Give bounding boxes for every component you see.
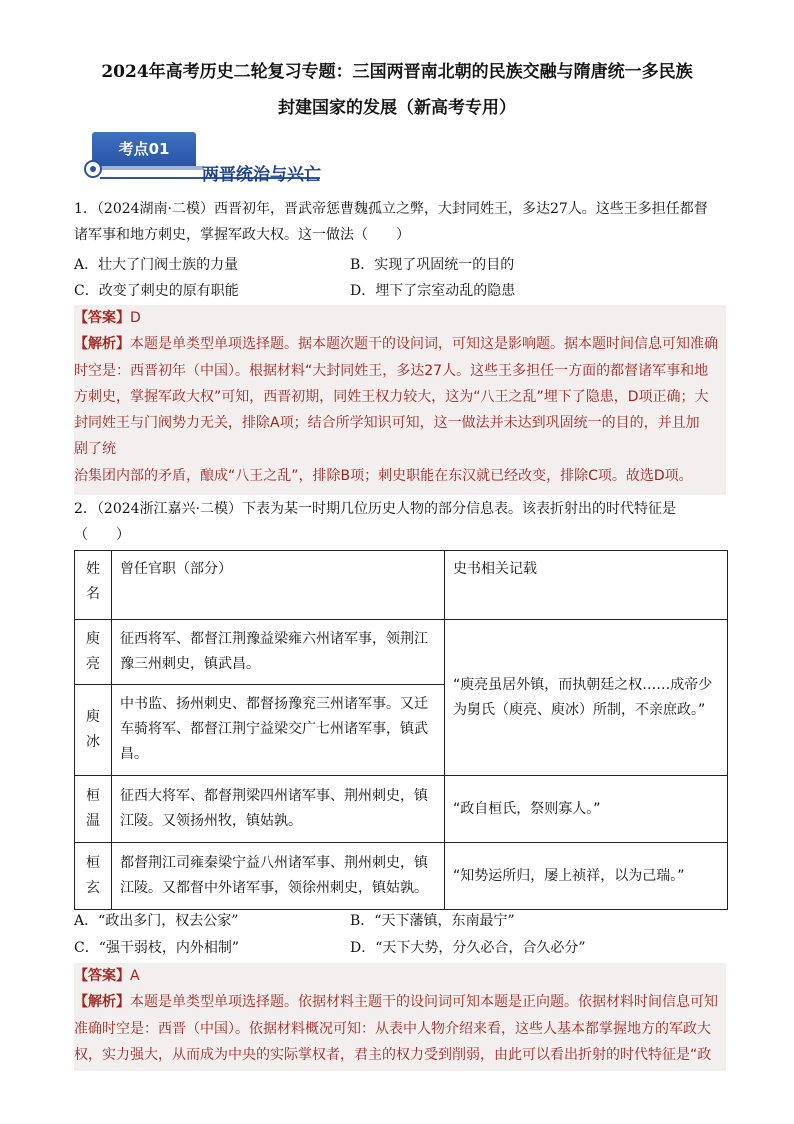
q2-analysis-tag: 【解析】 — [74, 994, 130, 1011]
row-name: 庾冰 — [75, 684, 112, 775]
q1-analysis-line-5: 剧了统 — [74, 441, 116, 458]
question-2-stem — [74, 496, 726, 548]
header-name: 姓名 — [75, 551, 112, 620]
question-1-stem — [74, 196, 726, 248]
q1-analysis-line-6: 治集团内部的矛盾，酿成“八王之乱”，排除B项；刺史职能在东汉就已经改变，排除C项。故选D项。 — [74, 467, 693, 484]
q2-answer — [74, 963, 726, 989]
q2-line-2: （ ） — [74, 527, 130, 543]
q2-answer-box — [74, 963, 726, 1071]
q2-analysis-text-1: 本题是单类型单项选择题。依据材料主题干的设问词可知本题是正向题。依据材料时间信息可知 — [130, 994, 718, 1011]
q2-line-1: 2．（2024浙江嘉兴·二模）下表为某一时期几位历史人物的部分信息表。该表折射出的时代特征是 — [74, 501, 676, 517]
title-line-1: 2024年高考历史二轮复习专题：三国两晋南北朝的民族交融与隋唐统一多民族 — [101, 62, 693, 82]
q1-analysis-line-2: 时空是：西晋初年（中国）。根据材料“大封同姓王，多达27人。这些王多担任一方面的都督诸军事和地 — [74, 362, 709, 379]
row-posts: 征西将军、都督江荆豫益梁雍六州诸军事，领荆江豫三州刺史，镇武昌。 — [112, 619, 445, 684]
row-record-shared: “庾亮虽居外镇，而执朝廷之权……成帝少为舅氏（庾亮、庾冰）所制，不亲庶政。” — [445, 619, 728, 775]
q2-option-c: C．“强干弱枝，内外相制” — [74, 940, 240, 956]
q1-analysis-line-4: 封同姓王与门阀势力无关，排除A项；结合所学知识可知，这一做法并未达到巩固统一的目的，并且加 — [74, 415, 700, 432]
table-row — [75, 619, 728, 684]
q1-answer-box — [74, 305, 726, 495]
section-header — [84, 132, 504, 188]
q1-analysis-tag: 【解析】 — [74, 336, 130, 353]
q2-option-a: A．“政出多门，权去公家” — [74, 913, 239, 929]
q2-answer-tag: 【答案】 — [74, 968, 130, 984]
section-badge: 考点01 — [92, 132, 196, 166]
q1-option-b: B．实现了巩固统一的目的 — [350, 257, 515, 273]
badge-underline — [88, 166, 204, 170]
table-row — [75, 843, 728, 910]
document-title — [60, 54, 734, 126]
q2-option-b: B．“天下藩镇，东南最宁” — [350, 913, 515, 929]
row-name: 庾亮 — [75, 619, 112, 684]
row-name: 桓玄 — [75, 843, 112, 910]
row-name: 桓温 — [75, 776, 112, 843]
q1-answer — [74, 305, 726, 331]
header-posts: 曾任官职（部分） — [112, 551, 445, 620]
section-topic: 两晋统治与兴亡 — [202, 165, 321, 185]
row-record: “政自桓氏，祭则寡人。” — [445, 776, 728, 843]
table-header-row — [75, 551, 728, 620]
q2-analysis-line-2: 准确时空是：西晋（中国）。依据材料概况可知：从表中人物介绍来看，这些人基本都掌握地方的军政大 — [74, 1020, 711, 1037]
q1-answer-value: D — [130, 310, 141, 326]
q1-option-a: A．壮大了门阀士族的力量 — [74, 257, 239, 273]
row-posts: 征西大将军、都督荆梁四州诸军事、荆州刺史，镇江陵。又领扬州牧，镇姑孰。 — [112, 776, 445, 843]
q2-option-d: D．“天下大势，分久必合，合久必分” — [350, 940, 586, 956]
row-posts: 中书监、扬州刺史、都督扬豫兖三州诸军事。又迁车骑将军、都督江荆宁益梁交广七州诸军事，镇武昌。 — [112, 684, 445, 775]
q1-option-d: D．埋下了宗室动乱的隐患 — [350, 283, 516, 299]
q2-analysis-line-1 — [74, 989, 726, 1015]
q1-analysis-line-3: 方刺史，掌握军政大权”可知，西晋初期，同姓王权力较大，这为“八王之乱”埋下了隐患，D项正确；大 — [74, 388, 709, 405]
q1-answer-tag: 【答案】 — [74, 310, 130, 326]
history-figures-table — [74, 550, 728, 910]
row-posts: 都督荆江司雍秦梁宁益八州诸军事、荆州刺史，镇江陵。又都督中外诸军事，领徐州刺史，镇姑孰。 — [112, 843, 445, 910]
q2-answer-value: A — [130, 968, 140, 984]
q2-analysis-line-3: 权，实力强大，从而成为中央的实际掌权者，君主的权力受到削弱，由此可以看出折射的时代特征是“政 — [74, 1046, 712, 1063]
title-line-2: 封建国家的发展（新高考专用） — [278, 98, 516, 118]
q1-analysis-text-1: 本题是单类型单项选择题。据本题次题干的设问词，可知这是影响题。据本题时间信息可知准确 — [130, 336, 718, 353]
badge-dot-icon — [84, 160, 102, 178]
row-record: “知势运所归，屡上祯祥，以为己瑞。” — [445, 843, 728, 910]
q1-line-2: 诸军事和地方刺史，掌握军政大权。这一做法（ ） — [74, 227, 410, 243]
table-row — [75, 776, 728, 843]
q1-option-c: C．改变了刺史的原有职能 — [74, 283, 239, 299]
header-records: 史书相关记载 — [445, 551, 728, 620]
q1-analysis-line-1 — [74, 331, 726, 357]
q1-line-1: 1．（2024湖南·二模）西晋初年，晋武帝惩曹魏孤立之弊，大封同姓王，多达27人。这些王多担任都督 — [74, 201, 708, 217]
